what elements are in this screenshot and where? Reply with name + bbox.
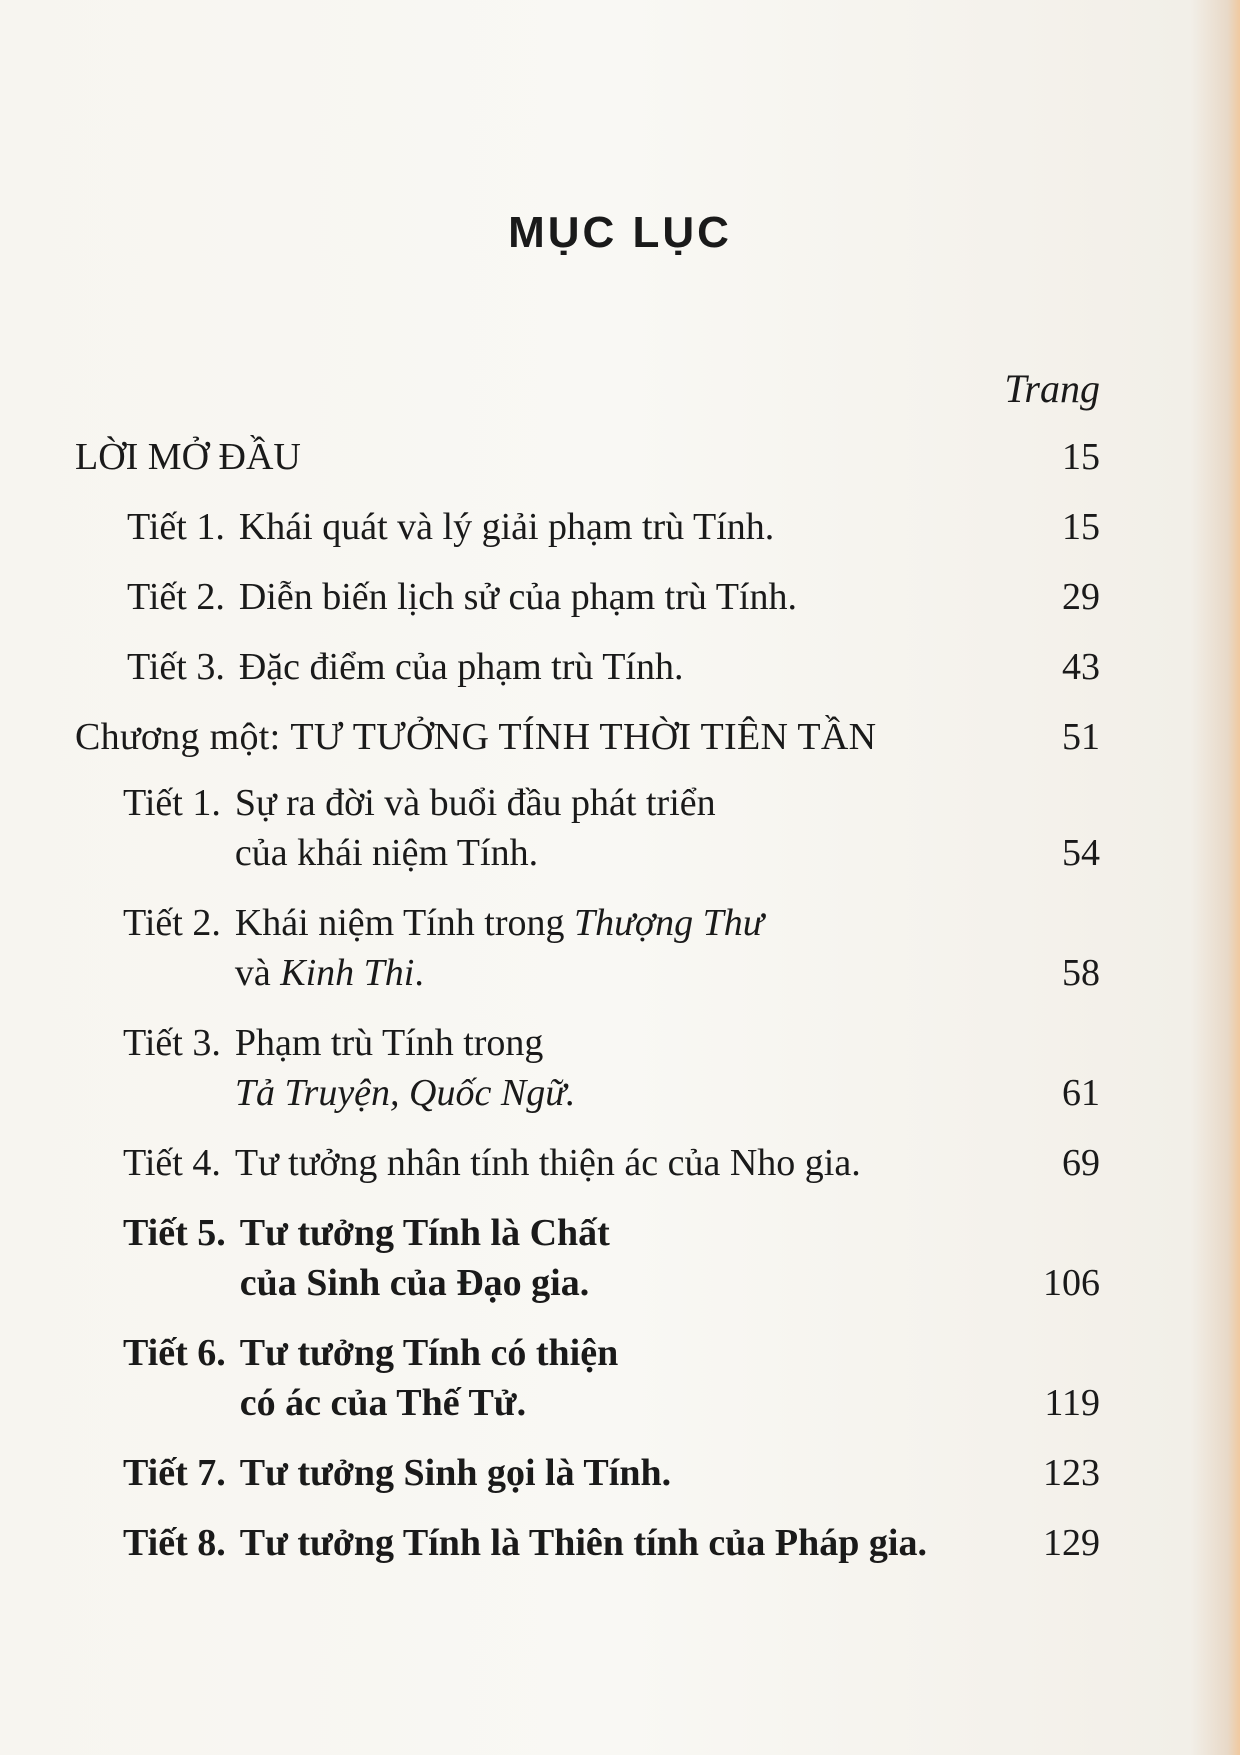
- toc-entry-label: Đặc điểm của phạm trù Tính.: [238, 646, 684, 688]
- toc-entry-line: có ác của Thế Tử.: [239, 1382, 527, 1424]
- toc-entry-label: Tư tưởng Tính là Thiên tính của Pháp gia.: [239, 1522, 927, 1564]
- toc-entry-label: Tư tưởng nhân tính thiện ác của Nho gia.: [234, 1142, 861, 1184]
- toc-entry-ch1-1: [75, 778, 1100, 878]
- table-of-contents: [75, 432, 1100, 1588]
- book-title: Kinh Thi: [280, 952, 415, 994]
- toc-entry-intro-1: [75, 502, 1100, 552]
- book-title: Tả Truyện, Quốc Ngữ.: [234, 1072, 576, 1114]
- toc-page-number: 29: [1062, 576, 1100, 618]
- toc-page-number: 61: [1062, 1072, 1100, 1114]
- toc-page-number: 119: [1044, 1382, 1100, 1424]
- toc-page-number: 58: [1062, 952, 1100, 994]
- toc-entry-ch1-4: [75, 1138, 1100, 1188]
- page-title: MỤC LỤC: [508, 208, 732, 257]
- toc-page-number: 15: [1062, 436, 1100, 478]
- toc-page-number: 43: [1062, 646, 1100, 688]
- toc-entry-line: của khái niệm Tính.: [234, 832, 539, 874]
- toc-page-number: 69: [1062, 1142, 1100, 1184]
- toc-entry-intro: [75, 432, 1100, 482]
- toc-chapter-one: [75, 712, 1100, 762]
- toc-entry-label: Tư tưởng Sinh gọi là Tính.: [239, 1452, 672, 1494]
- toc-entry-line: Sự ra đời và buổi đầu phát triển: [234, 782, 716, 824]
- toc-entry-line: Tư tưởng Tính là Chất: [239, 1212, 610, 1254]
- page-column-header: Trang: [1004, 366, 1100, 411]
- toc-entry-line: và: [234, 952, 281, 994]
- toc-entry-line: của Sinh của Đạo gia.: [239, 1262, 590, 1304]
- toc-entry-prefix: Tiết 8.: [123, 1522, 226, 1564]
- toc-page-number: 51: [1062, 716, 1100, 758]
- toc-entry-label: LỜI MỞ ĐẦU: [75, 436, 301, 478]
- toc-entry-line: Tư tưởng Tính có thiện: [239, 1332, 619, 1374]
- chapter-prefix: Chương một:: [75, 716, 281, 758]
- toc-entry-label: Khái quát và lý giải phạm trù Tính.: [238, 506, 775, 548]
- toc-page-number: 15: [1062, 506, 1100, 548]
- toc-entry-prefix: Tiết 2.: [127, 576, 225, 618]
- toc-entry-prefix: Tiết 7.: [123, 1452, 226, 1494]
- book-title: Thượng Thư: [574, 902, 764, 944]
- toc-page-number: 54: [1062, 832, 1100, 874]
- toc-entry-ch1-5: [75, 1208, 1100, 1308]
- toc-entry-prefix: Tiết 3.: [123, 1022, 221, 1064]
- toc-page-number: 123: [1043, 1452, 1100, 1494]
- toc-entry-punct: .: [414, 952, 424, 994]
- toc-entry-prefix: Tiết 1.: [123, 782, 221, 824]
- toc-entry-ch1-8: [75, 1518, 1100, 1568]
- toc-entry-prefix: Tiết 5.: [123, 1212, 226, 1254]
- toc-entry-prefix: Tiết 6.: [123, 1332, 226, 1374]
- toc-page-number: 129: [1043, 1522, 1100, 1564]
- toc-entry-label: Diễn biến lịch sử của phạm trù Tính.: [238, 576, 797, 618]
- toc-entry-prefix: Tiết 2.: [123, 902, 221, 944]
- toc-entry-line: Phạm trù Tính trong: [234, 1022, 544, 1064]
- toc-entry-line: Khái niệm Tính trong: [234, 902, 575, 944]
- toc-entry-ch1-6: [75, 1328, 1100, 1428]
- toc-entry-prefix: Tiết 4.: [123, 1142, 221, 1184]
- toc-entry-prefix: Tiết 1.: [127, 506, 225, 548]
- toc-page-number: 106: [1043, 1262, 1100, 1304]
- chapter-title: TƯ TƯỞNG TÍNH THỜI TIÊN TẦN: [290, 716, 877, 758]
- toc-entry-prefix: Tiết 3.: [127, 646, 225, 688]
- toc-entry-ch1-2: [75, 898, 1100, 998]
- toc-entry-ch1-3: [75, 1018, 1100, 1118]
- toc-entry-intro-3: [75, 642, 1100, 692]
- toc-entry-intro-2: [75, 572, 1100, 622]
- toc-entry-ch1-7: [75, 1448, 1100, 1498]
